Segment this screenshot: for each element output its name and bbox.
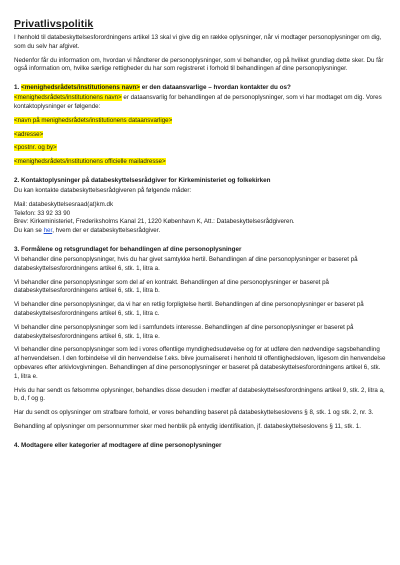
page-title: Privatlivspolitik [14,18,94,30]
placeholder-line: <postnr. og by> [14,144,57,152]
section-3-paragraph: Vi behandler dine personoplysninger, hvis du har givet samtykke hertil. Behandlingen af dine personoplysninger er baseret på databeskyttelsesforordningens artikel 6, stk. 1, litra a. [14,255,358,272]
section-2-heading: 2. Kontaktoplysninger på databeskyttelsesrådgiver for Kirkeministeriet og folkekirken [14,176,271,184]
contact-mail: Mail: databeskyttelsesraad(at)km.dk [14,200,114,208]
intro-paragraph: Nedenfor får du information om, hvordan vi håndterer de personoplysninger, som vi behandler, og på hvilket grundlag dette sker. Du får også information om, hvilke særlige rettigheder du har som registreret i forhold til behandlingen af dine personoplysninger. [14,56,384,73]
placeholder-line: <menighedsrådets/institutionens officielle mailadresse> [14,158,166,166]
dpo-link[interactable]: her [43,227,53,235]
section-4-heading: 4. Modtagere eller kategorier af modtagere af dine personoplysninger [14,441,222,449]
section-3-paragraph: Behandling af oplysninger om personnummer sker med henblik på entydig identifikation, jf. databeskyttelseslovens § 11, stk. 1. [14,422,361,430]
placeholder-line: <navn på menighedsrådets/institutionens dataansvarlige> [14,116,173,124]
section-3-paragraph: Vi behandler dine personoplysninger som led i vores offentlige myndighedsudøvelse og for at udføre den nødvendige sagsbehandling af henvendelsen. I den forbindelse vil din henvendelse f.eks. blive journaliseret i henhold til offentlighedsloven, ligesom din henvendelse opbevares efter arkivlovgivningen. Behandlingen af dine personoplysninger er baseret på databeskyttelsesforordningens artikel 6, stk. 1, litra e. [14,346,386,380]
placeholder-highlight: <menighedsrådets/institutionens navn> [14,94,122,102]
section-3-paragraph: Hvis du har sendt os følsomme oplysninger, behandles disse desuden i medfør af databeskyttelsesforordningens artikel 9, stk. 2, litra a, b, d, f og g. [14,386,385,403]
section-3-heading: 3. Formålene og retsgrundlaget for behandlingen af dine personoplysninger [14,245,242,253]
section-2-paragraph: Du kan kontakte databeskyttelsesrådgiveren på følgende måder: [14,186,192,194]
section-1-heading: 1. <menighedsrådets/institutionens navn> er den dataansvarlige – hvordan kontakter du os? [14,84,291,92]
placeholder-line: <adresse> [14,130,44,138]
section-3-paragraph: Vi behandler dine personoplysninger som led i samfundets interesse. Behandlingen af dine personoplysninger er baseret på databeskyttelsesforordningens artikel 6, stk. 1, litra e. [14,323,354,340]
section-3-paragraph: Har du sendt os oplysninger om strafbare forhold, er vores behandling baseret på databeskyttelseslovens § 8, stk. 1 og stk. 2, nr. 3. [14,409,374,417]
contact-phone: Telefon: 33 92 33 90 [14,209,71,217]
intro-paragraph: I henhold til databeskyttelsesforordningens artikel 13 skal vi give dig en række oplysninger, når vi modtager personoplysninger om dig, som du selv har afgivet. [14,34,382,50]
section-3-paragraph: Vi behandler dine personoplysninger, da vi har en retlig forpligtelse hertil. Behandlingen af dine personoplysninger er baseret på databeskyttelsesforordningens artikel 6, stk. 1, litra c. [14,301,364,317]
contact-letter: Brev: Kirkeministeriet, Frederiksholms Kanal 21, 1220 København K, Att.: Databeskyttelsesrådgiveren. [14,218,295,226]
placeholder-highlight: <menighedsrådets/institutionens navn> [21,84,140,92]
dpo-link-line: Du kan se her, hvem der er databeskyttelsesrådgiver. [14,227,161,235]
section-1-paragraph: <menighedsrådets/institutionens navn> er dataansvarlig for behandlingen af de personoplysninger, som vi har modtaget om dig. Vores kontaktoplysninger er følgende: [14,94,382,110]
section-3-paragraph: Vi behandler dine personoplysninger som del af en kontrakt. Behandlingen af dine personoplysninger er baseret på databeskyttelsesforordningens artikel 6, stk. 1, litra b. [14,278,329,295]
